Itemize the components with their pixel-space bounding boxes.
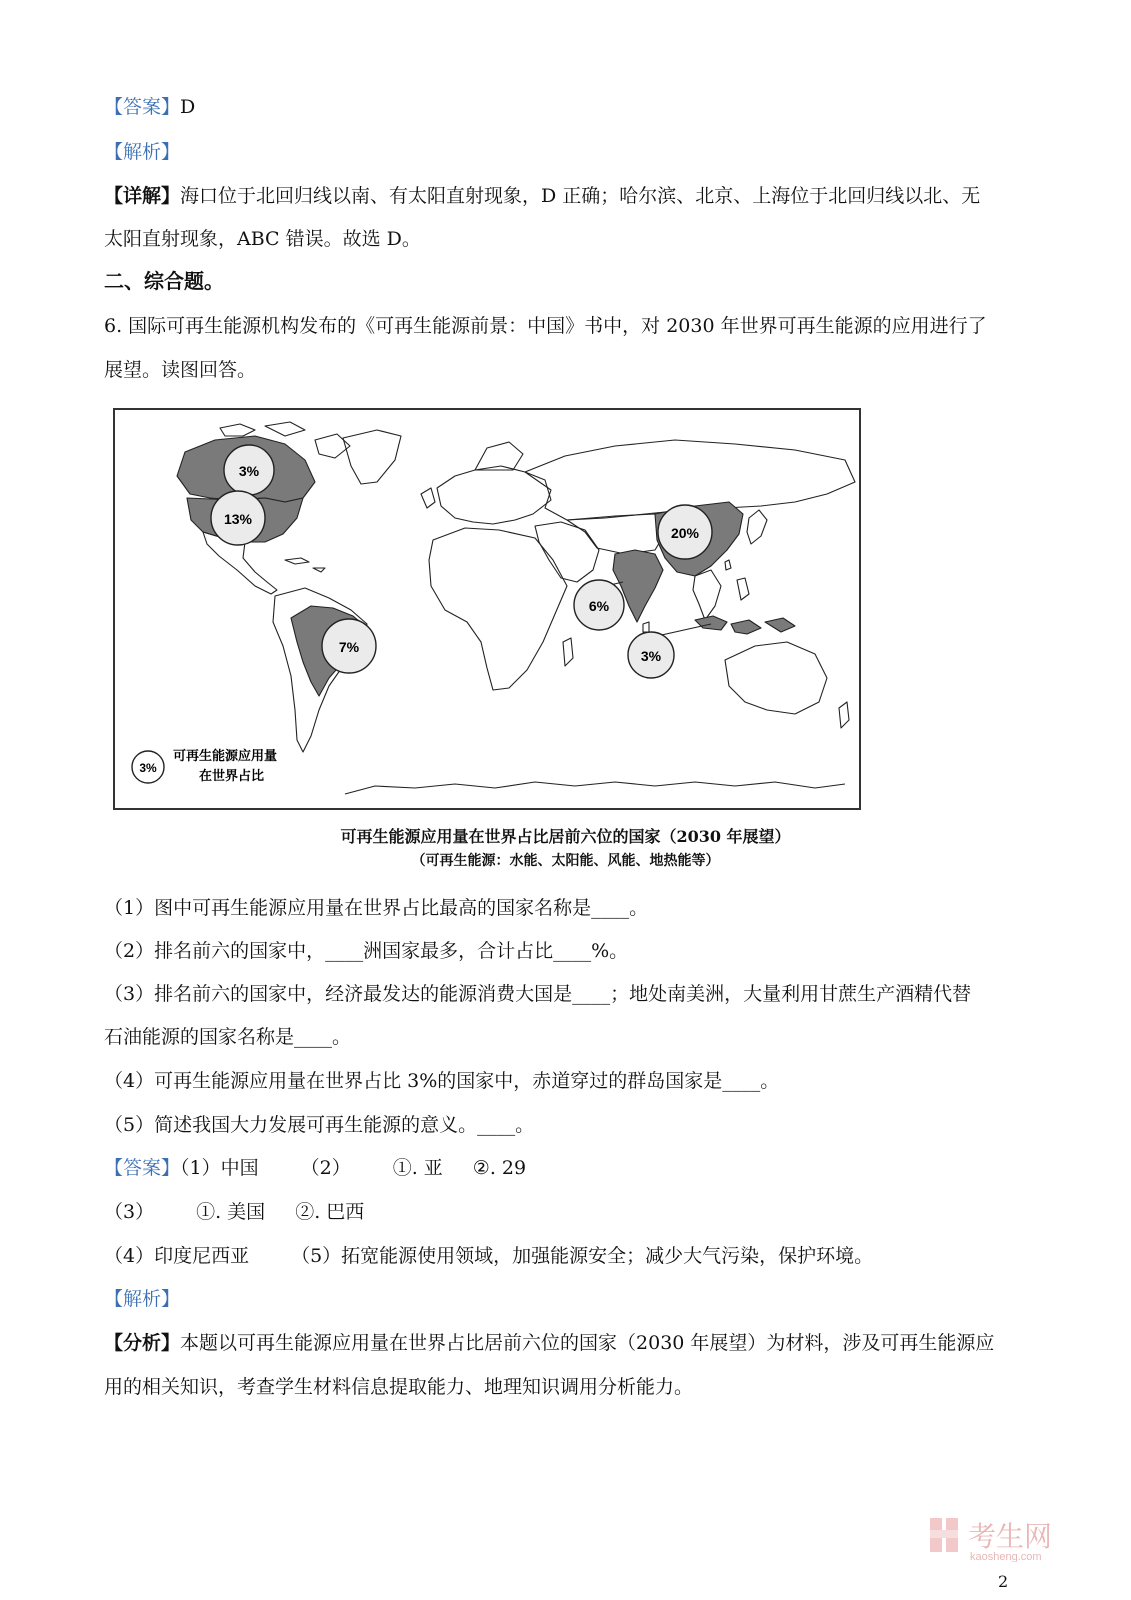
map-caption-1: 可再生能源应用量在世界占比居前六位的国家（2030 年展望） xyxy=(340,827,791,846)
detail-line-1 xyxy=(104,183,980,209)
legend-line-1: 可再生能源应用量 xyxy=(173,749,278,764)
callout-indonesia xyxy=(657,624,711,636)
answer6-line-1 xyxy=(104,1155,526,1181)
greenland xyxy=(343,430,401,484)
japan xyxy=(747,510,767,544)
detail-tag: 【详解】 xyxy=(104,185,181,207)
circle-canada xyxy=(224,445,274,495)
label-indonesia: 3% xyxy=(640,648,662,664)
legend-symbol: 3% xyxy=(139,761,157,775)
answer6-a3-label: （3） xyxy=(104,1201,155,1223)
answer6-a3-2: ②. 巴西 xyxy=(295,1201,365,1223)
label-usa: 13% xyxy=(223,511,253,527)
detail-text-1: 海口位于北回归线以南、有太阳直射现象，D 正确；哈尔滨、北京、上海位于北回归线以北、无 xyxy=(180,185,981,207)
uk xyxy=(421,488,435,508)
taiwan xyxy=(725,560,731,570)
southeast-asia xyxy=(693,570,721,620)
watermark-sub: kaosheng.com xyxy=(970,1551,1042,1562)
africa xyxy=(429,528,567,690)
new-zealand xyxy=(839,702,849,728)
australia xyxy=(725,642,827,714)
answer-line xyxy=(104,94,195,120)
question-2: （2）排名前六的国家中，____洲国家最多，合计占比____%。 xyxy=(104,940,629,962)
answer6-a4: （4）印度尼西亚 xyxy=(104,1245,250,1267)
question-5: （5）简述我国大力发展可再生能源的意义。____。 xyxy=(104,1114,535,1136)
label-china: 20% xyxy=(670,525,700,541)
answer6-a3-1: ①. 美国 xyxy=(196,1201,266,1223)
circle-usa xyxy=(211,491,265,545)
kaosheng-watermark xyxy=(928,1512,1098,1562)
question-3-line-2: 石油能源的国家名称是____。 xyxy=(104,1026,352,1048)
fenxi-text-1: 本题以可再生能源应用量在世界占比居前六位的国家（2030 年展望）为材料，涉及可再生能源应 xyxy=(180,1332,995,1354)
answer6-tag: 【答案】 xyxy=(104,1157,181,1179)
caribbean xyxy=(285,558,325,572)
kaosheng-logo xyxy=(928,1512,1098,1562)
madagascar xyxy=(563,638,573,666)
europe xyxy=(437,466,551,524)
answer6-line-3 xyxy=(104,1243,873,1269)
sri-lanka xyxy=(643,622,649,632)
middle-east xyxy=(535,522,599,582)
section-title: 二、综合题。 xyxy=(104,269,224,293)
answer-tag: 【答案】 xyxy=(104,96,181,118)
circle-indonesia xyxy=(628,632,674,678)
analysis6-tag: 【解析】 xyxy=(104,1288,181,1310)
fenxi-line-1 xyxy=(104,1330,994,1356)
page-number: 2 xyxy=(998,1572,1009,1591)
label-canada: 3% xyxy=(238,463,260,479)
fenxi-tag: 【分析】 xyxy=(104,1332,181,1354)
philippines xyxy=(737,578,749,600)
analysis-tag: 【解析】 xyxy=(104,141,181,163)
answer-value: D xyxy=(180,96,196,118)
label-india: 6% xyxy=(588,598,610,614)
question-3-line-1: （3）排名前六的国家中，经济最发达的能源消费大国是____；地处南美洲，大量利用甘蔗生产酒精代替 xyxy=(104,983,972,1005)
legend-line-2: 在世界占比 xyxy=(199,769,265,784)
map-legend xyxy=(132,748,277,784)
detail-text-2: 太阳直射现象，ABC 错误。故选 D。 xyxy=(104,228,421,250)
answer6-a2-label: （2） xyxy=(300,1157,351,1179)
label-brazil: 7% xyxy=(338,639,360,655)
world-map-figure xyxy=(113,408,861,810)
world-map xyxy=(115,410,859,808)
map-caption-2: （可再生能源：水能、太阳能、风能、地热能等） xyxy=(411,853,720,869)
answer6-a2-1: ①. 亚 xyxy=(392,1157,443,1179)
analysis-line xyxy=(104,139,180,165)
answer6-a5: （5）拓宽能源使用领域，加强能源安全；减少大气污染，保护环境。 xyxy=(291,1245,874,1267)
country-indonesia xyxy=(695,616,795,634)
detail-line-2 xyxy=(104,226,421,252)
analysis6-line xyxy=(104,1286,180,1312)
fenxi-line-2: 用的相关知识，考查学生材料信息提取能力、地理知识调用分析能力。 xyxy=(104,1376,694,1398)
answer6-a2-2: ②. 29 xyxy=(472,1157,527,1179)
question-4: （4）可再生能源应用量在世界占比 3%的国家中，赤道穿过的群岛国家是____。 xyxy=(104,1070,780,1092)
antarctica xyxy=(345,782,845,794)
central-asia xyxy=(567,514,667,554)
answer6-line-2 xyxy=(104,1199,364,1225)
question6-line-2: 展望。读图回答。 xyxy=(104,359,257,381)
watermark-main: 考生网 xyxy=(968,1520,1053,1553)
question-1: （1）图中可再生能源应用量在世界占比最高的国家名称是____。 xyxy=(104,897,649,919)
question6-line-1: 6. 国际可再生能源机构发布的《可再生能源前景：中国》书中，对 2030 年世界可再生能源的应用进行了 xyxy=(104,315,987,337)
circle-india xyxy=(574,580,624,630)
circle-china xyxy=(658,505,712,559)
answer6-a1: （1）中国 xyxy=(180,1157,259,1179)
circle-brazil xyxy=(322,619,376,673)
